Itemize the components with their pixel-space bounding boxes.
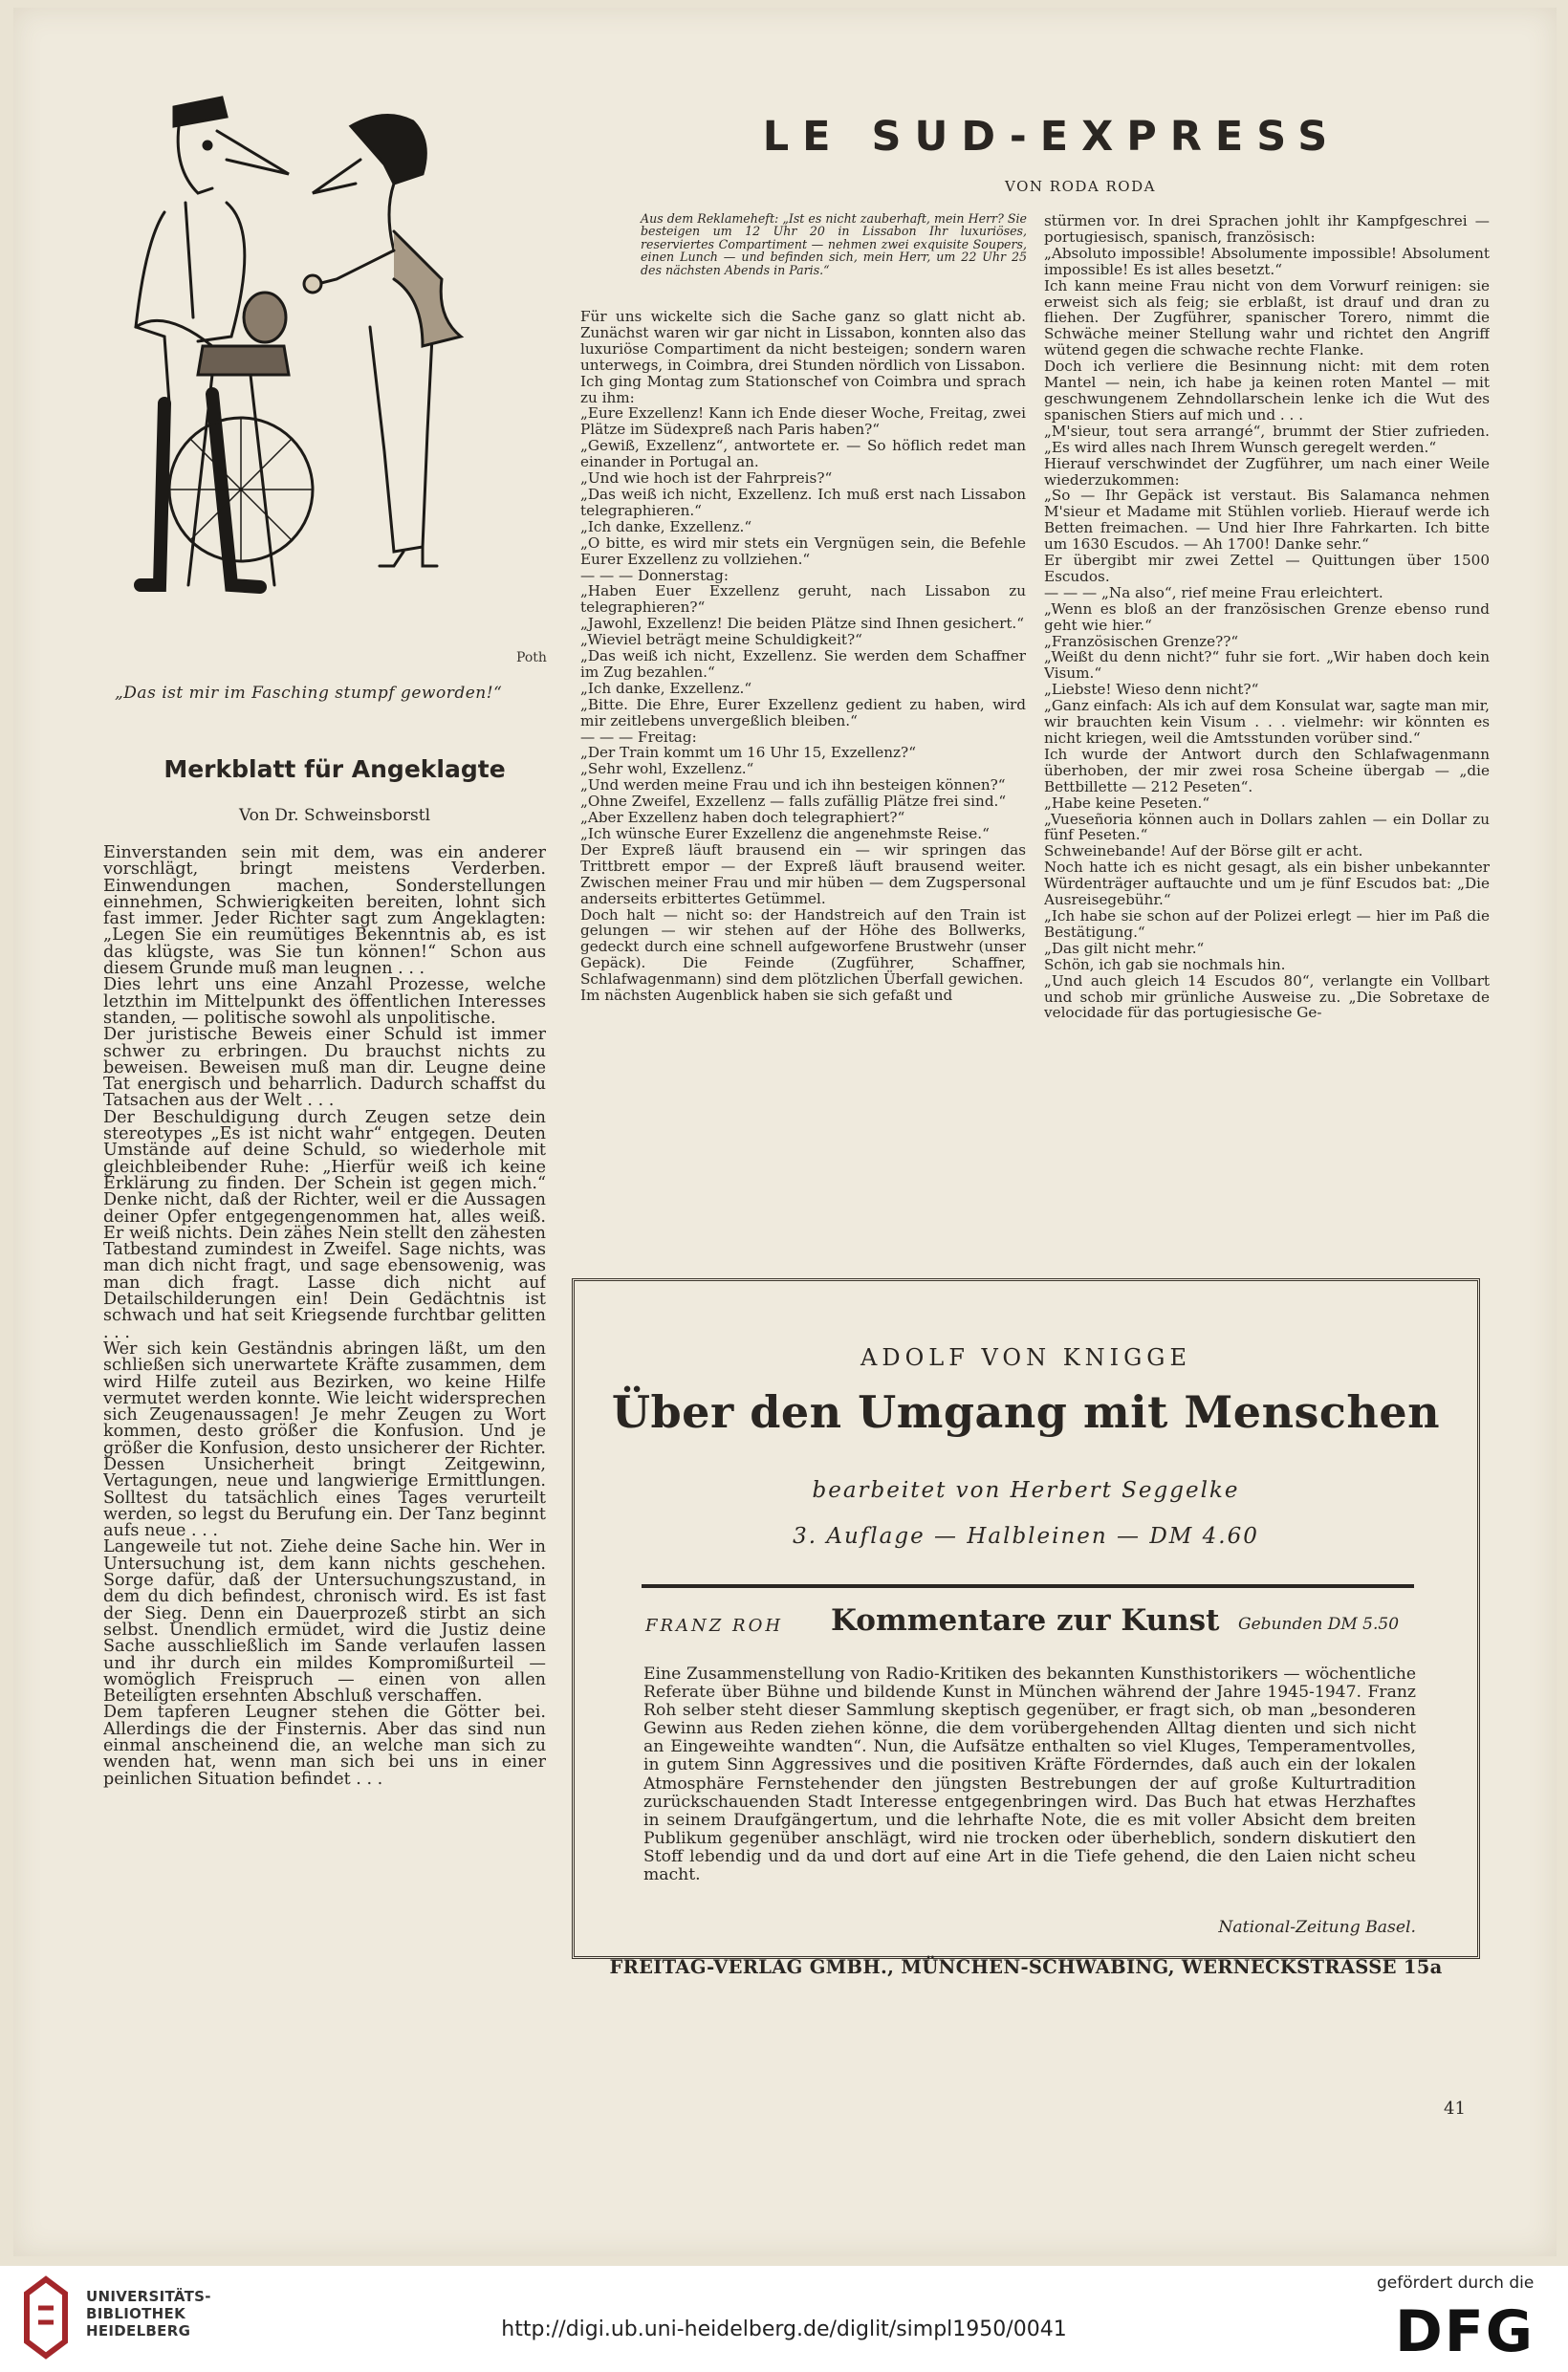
library-name-line-1: UNIVERSITÄTS- xyxy=(86,2288,211,2305)
roh-title: Kommentare zur Kunst xyxy=(831,1603,1220,1638)
book-advertisement xyxy=(572,1278,1480,1978)
roh-author: FRANZ ROH xyxy=(645,1616,784,1636)
cartoon-caption: „Das ist mir im Fasching stumpf geworden!“ xyxy=(115,684,503,703)
merkblatt-title: Merkblatt für Angeklagte xyxy=(163,755,506,783)
roh-source: National-Zeitung Basel. xyxy=(1218,1918,1416,1937)
sudexpress-column-1 xyxy=(580,309,1026,1249)
cartoon-illustration xyxy=(107,88,547,662)
sudexpress-column-2 xyxy=(1044,213,1490,1249)
sudexpress-text-2: stürmen vor. In drei Sprachen johlt ihr Kampfgeschrei — portugiesisch, spanisch, französisch: „Absoluto impossible! Absolumente impossible! Absolument impossible! Es ist alles besetzt.“ Ich kann meine Frau nicht von dem Vorwurf reinigen: sie erweist sich als feig; sie erblaßt, ist drauf und dran zu fliehen. Der Zugführer, spanischer Torero, nimmt die Schwäche meiner Stellung wahr und richtet den Angriff wütend gegen die schwache rechte Flanke. Doch ich verliere die Besinnung nicht: mit dem roten Mantel — nein, ich habe ja keinen roten Mantel — mit geschwungenem Zehndollarschein lenke ich die Wut des spanischen Stiers auf mich und . . . „M'sieur, tout sera arrangé“, brummt der Stier zufrieden. „Es wird alles nach Ihrem Wunsch geregelt werden.“ Hierauf verschwindet der Zugführer, um nach einer Weile wiederzukommen: „So — Ihr Gepäck ist verstaut. Bis Salamanca nehmen M'sieur et Madame mit Stühlen vorlieb. Hierauf werde ich Betten freimachen. — Und hier Ihre Fahrkarten. Ich bitte um 1630 Escudos. — Ah 1700! Danke sehr.“ Er übergibt mir zwei Zettel — Quittungen über 1500 Escudos. — — — „Na also“, rief meine Frau erleichtert. „Wenn es bloß an der französischen Grenze ebenso rund geht wie hier.“ „Französischen Grenze??“ „Weißt du denn nicht?“ fuhr sie fort. „Wir haben doch kein Visum.“ „Liebste! Wieso denn nicht?“ „Ganz einfach: Als ich auf dem Konsulat war, sagte man mir, wir brauchten kein Visum . . . vielmehr: wir könnten es nicht kriegen, weil die Amtsstunden vorüber sind.“ Ich wurde der Antwort durch den Schlafwagenmann überhoben, der mir zwei rosa Scheine übergab — „die Bettbillette — 212 Peseten“. „Habe keine Peseten.“ „Vueseñoria können auch in Dollars zahlen — ein Dollar zu fünf Peseten.“ Schweinebande! Auf der Börse gilt er acht. Noch hatte ich es nicht gesagt, als ein bisher unbekannter Würdenträger auftauchte und um je fünf Escudos bat: „Die Ausreisegebühr.“ „Ich habe sie schon auf der Polizei erlegt — hier im Paß die Bestätigung.“ „Das gilt nicht mehr.“ Schön, ich gab sie nochmals hin. „Und auch gleich 14 Escudos 80“, verlangte ein Vollbart und schob mir grünliche Ausweise zu. „Die Sobretaxe de velocidade für das portugiesische Ge- xyxy=(1044,213,1490,1022)
knigge-title: Über den Umgang mit Menschen xyxy=(611,1386,1441,1438)
merkblatt-author: Von Dr. Schweinsborstl xyxy=(238,806,431,825)
library-name-line-2: BIBLIOTHEK xyxy=(86,2305,185,2322)
library-name-line-3: HEIDELBERG xyxy=(86,2322,191,2339)
sudexpress-epigraph: Aus dem Reklameheft: „Ist es nicht zauberhaft, mein Herr? Sie besteigen um 12 Uhr 20 in Lissabon Ihr luxuriöses, reserviertes Compartiment — nehmen zwei exquisite Soupers, einen Lunch — und befinden sich, mein Herr, um 22 Uhr 25 des nächsten Abends in Paris.“ xyxy=(641,211,1027,277)
page-number: 41 xyxy=(1444,2099,1466,2119)
knigge-edition: 3. Auflage — Halbleinen — DM 4.60 xyxy=(793,1524,1259,1549)
sudexpress-author: VON RODA RODA xyxy=(1005,178,1156,195)
roh-text: Eine Zusammenstellung von Radio-Kritiken des bekannten Kunsthistorikers — wöchentliche Referate über Bühne und bildende Kunst in München während der Jahre 1945-1947. Franz Roh selber steht dieser Sammlung skeptisch gegenüber, er fragt sich, ob man „besonderen Gewinn aus Reden ziehen könne, die dem vorübergehenden Alltag dienten und sich nicht an Eingeweihte wandten“. Nun, die Aufsätze enthalten so viel Kluges, Temperamentvolles, in gutem Sinn Aggressives und die positiven Kräfte Förderndes, daß auch ein der lokalen Atmosphäre Fernstehender den jüngsten Bestrebungen der auf große Kulturtradition zurückschauenden Stadt Interesse entgegenbringen wird. Das Buch hat etwas Herzhaftes in seinem Draufgängertum, und die lehrhafte Note, die es mit voller Absicht dem breiten Publikum gegenüber anschlägt, wird nie trocken oder überheblich, sondern diskutiert den Stoff lebendig und da und dort auf eine Art in die Tiefe gehend, die den Laien nicht scheu macht. xyxy=(643,1665,1416,1885)
roh-price: Gebunden DM 5.50 xyxy=(1238,1615,1400,1634)
merkblatt-text: Einverstanden sein mit dem, was ein anderer vorschlägt, bringt meistens Verderben. Einwendungen machen, Sonderstellungen einnehmen, Schwierigkeiten bereiten, lohnt sich fast immer. Jeder Richter sagt zum Angeklagten: „Legen Sie ein reumütiges Bekenntnis ab, es ist das klügste, was Sie tun können!“ Schon aus diesem Grunde muß man leugnen . . . Dies lehrt uns eine Anzahl Prozesse, welche letzthin im Mittelpunkt des öffentlichen Interesses standen, — politische sowohl als unpolitische. Der juristische Beweis einer Schuld ist immer schwer zu erbringen. Du brauchst nichts zu beweisen. Beweisen muß man dir. Leugne deine Tat energisch und beharrlich. Dadurch schaffst du Tatsachen aus der Welt . . . Der Beschuldigung durch Zeugen setze dein stereotypes „Es ist nicht wahr“ entgegen. Deuten Umstände auf deine Schuld, so wiederhole mit gleichbleibender Ruhe: „Hierfür weiß ich keine Erklärung zu finden. Der Schein ist gegen mich.“ Denke nicht, daß der Richter, weil er die Aussagen deiner Opfer entgegengenommen hat, alles weiß. Er weiß nichts. Dein zähes Nein stellt den zähesten Tatbestand zumindest in Zweifel. Sage nichts, was man dich nicht fragt, und sage ebensowenig, was man dich fragt. Lasse dich nicht auf Detailschilderungen ein! Dein Gedächtnis ist schwach und hat seit Kriegsende furchtbar gelitten . . . Wer sich kein Geständnis abringen läßt, um den schließen sich unerwartete Kräfte zusammen, dem wird Hilfe zuteil aus Bezirken, wo keine Hilfe vermutet werden konnte. Wie leicht widersprechen sich Zeugenaussagen! Je mehr Zeugen zu Wort kommen, desto größer die Konfusion. Und je größer die Konfusion, desto unsicherer der Richter. Dessen Unsicherheit bringt Zeitgewinn, Vertagungen, neue und langwierige Ermittlungen. Solltest du tatsächlich eines Tages verurteilt werden, so legst du Berufung ein. Der Tanz beginnt aufs neue . . . Langeweile tut not. Ziehe deine Sache hin. Wer in Untersuchung ist, dem kann nichts geschehen. Sorge dafür, daß der Untersuchungszustand, in dem du dich befindest, chronisch wird. Es ist fast der Sieg. Denn ein Dauerprozeß stirbt an sich selbst. Unendlich ermüdet, wird die Justiz deine Sache ausschließlich im Sande verlaufen lassen und ihr durch ein mildes Kompromißurteil — womöglich Freispruch — einen von allen Beteiligten ersehnten Abschluß verschaffen. Dem tapferen Leugner stehen die Götter bei. Allerdings die der Finsternis. Aber das sind nun einmal anscheinend die, an welche man sich zu wenden hat, wenn man sich bei uns in einer peinlichen Situation befindet . . . xyxy=(103,845,546,1789)
roh-description xyxy=(643,1665,1416,1884)
publisher-address: FREITAG-VERLAG GMBH., MÜNCHEN-SCHWABING, WERNECKSTRASSE 15a xyxy=(609,1956,1443,1978)
illustrator-signature: Poth xyxy=(516,650,547,665)
sudexpress-text-1: Für uns wickelte sich die Sache ganz so glatt nicht ab. Zunächst waren wir gar nicht in Lissabon, konnten also das luxuriöse Compartiment da nicht besteigen; sondern waren unterwegs, in Coimbra, drei Stunden nördlich von Lissabon. Ich ging Montag zum Stationschef von Coimbra und sprach zu ihm: „Eure Exzellenz! Kann ich Ende dieser Woche, Freitag, zwei Plätze im Südexpreß nach Paris haben?“ „Gewiß, Exzellenz“, antwortete er. — So höflich redet man einander in Portugal an. „Und wie hoch ist der Fahrpreis?“ „Das weiß ich nicht, Exzellenz. Ich muß erst nach Lissabon telegraphieren.“ „Ich danke, Exzellenz.“ „O bitte, es wird mir stets ein Vergnügen sein, die Befehle Eurer Exzellenz zu vollziehen.“ — — — Donnerstag: „Haben Euer Exzellenz geruht, nach Lissabon zu telegraphieren?“ „Jawohl, Exzellenz! Die beiden Plätze sind Ihnen gesichert.“ „Wieviel beträgt meine Schuldigkeit?“ „Das weiß ich nicht, Exzellenz. Sie werden dem Schaffner im Zug bezahlen.“ „Ich danke, Exzellenz.“ „Bitte. Die Ehre, Eurer Exzellenz gedient zu haben, wird mir zeitlebens unvergeßlich bleiben.“ — — — Freitag: „Der Train kommt um 16 Uhr 15, Exzellenz?“ „Sehr wohl, Exzellenz.“ „Und werden meine Frau und ich ihn besteigen können?“ „Ohne Zweifel, Exzellenz — falls zufällig Plätze frei sind.“ „Aber Exzellenz haben doch telegraphiert?“ „Ich wünsche Eurer Exzellenz die angenehmste Reise.“ Der Expreß läuft brausend ein — wir springen das Trittbrett empor — der Expreß läuft brausend weiter. Zwischen meiner Frau und mir hüben — dem Zugspersonal anderseits erbittertes Getümmel. Doch halt — nicht so: der Handstreich auf den Train ist gelungen — wir stehen auf der Höhe des Bollwerks, gedeckt durch eine schnell aufgeworfene Brustwehr (unser Gepäck). Die Feinde (Zugführer, Schaffner, Schlafwagenmann) sind dem plötzlichen Überfall gewichen. Im nächsten Augenblick haben sie sich gefaßt und xyxy=(580,309,1026,1005)
knigge-editor: bearbeitet von Herbert Seggelke xyxy=(812,1478,1240,1503)
merkblatt-body xyxy=(103,845,546,2027)
sudexpress-title: LE SUD-EXPRESS xyxy=(762,113,1341,161)
permalink[interactable]: http://digi.ub.uni-heidelberg.de/diglit/simpl1950/0041 xyxy=(501,2318,1067,2341)
funding-note: gefördert durch die xyxy=(1377,2274,1535,2293)
dfg-logo: DFG xyxy=(1395,2298,1535,2365)
ad-divider xyxy=(642,1584,1414,1588)
knigge-author: ADOLF VON KNIGGE xyxy=(860,1344,1191,1371)
